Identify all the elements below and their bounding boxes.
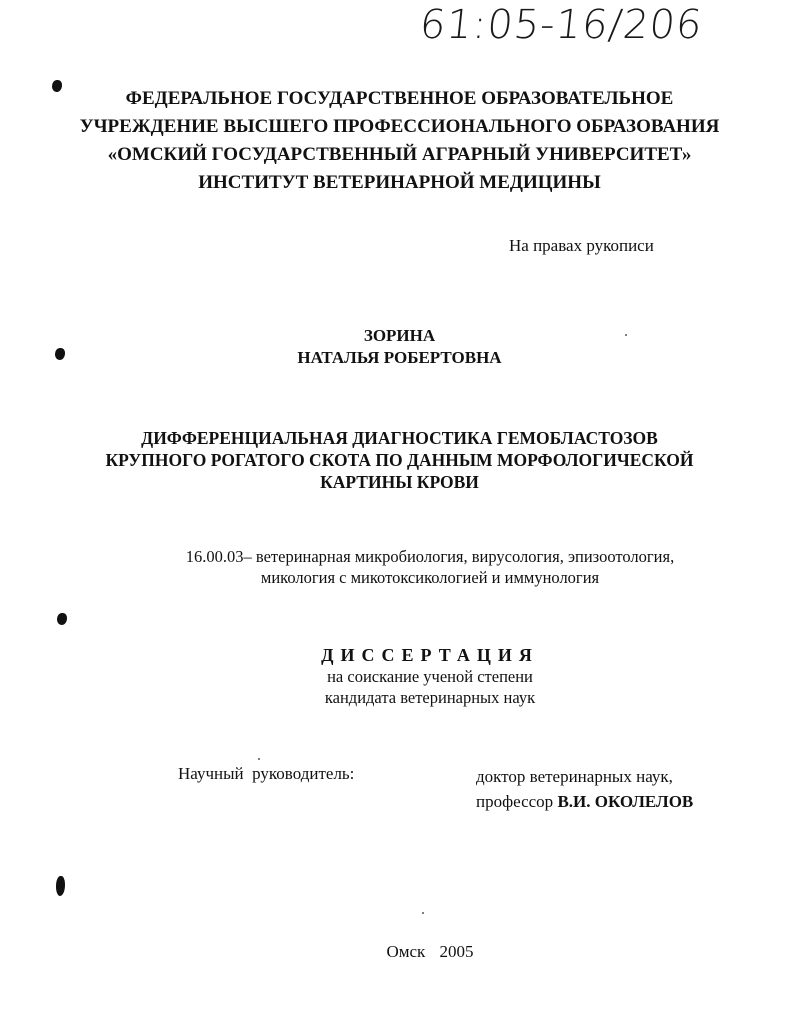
organization-line-4: ИНСТИТУТ ВЕТЕРИНАРНОЙ МЕДИЦИНЫ [198,172,601,193]
supervisor-label: Научный руководитель: [178,764,355,783]
dissertation-line-2: кандидата ветеринарных наук [324,688,536,707]
organization-line-2: УЧРЕЖДЕНИЕ ВЫСШЕГО ПРОФЕССИОНАЛЬНОГО ОБРАЗОВАНИЯ [79,116,720,137]
footer-year: 2005 [439,942,474,961]
binding-hole-mark [56,876,65,896]
dissertation-line-1: на соискание ученой степени [327,667,533,686]
footer-city: Омск [386,942,426,961]
supervisor-block [476,764,693,814]
author-block [0,325,799,369]
thesis-title [0,427,799,493]
supervisor-name: В.И. ОКОЛЕЛОВ [557,792,694,811]
specialty-line-1: 16.00.03– ветеринарная микробиология, вирусология, эпизоотология, [185,547,675,566]
thesis-title-line-1: ДИФФЕРЕНЦИАЛЬНАЯ ДИАГНОСТИКА ГЕМОБЛАСТОЗОВ [141,428,658,448]
handwritten-catalog-number: 61:05-16/206 [417,2,705,48]
thesis-title-line-3: КАРТИНЫ КРОВИ [320,472,479,492]
author-name: НАТАЛЬЯ РОБЕРТОВНА [297,348,502,367]
rights-note: На правах рукописи [509,236,654,255]
thesis-title-line-2: КРУПНОГО РОГАТОГО СКОТА ПО ДАННЫМ МОРФОЛОГИЧЕСКОЙ [105,450,694,470]
author-surname: ЗОРИНА [363,326,436,345]
organization-line-1: ФЕДЕРАЛЬНОЕ ГОСУДАРСТВЕННОЕ ОБРАЗОВАТЕЛЬНОЕ [125,88,674,109]
footer-city-year [0,942,799,962]
scan-speck [422,912,424,914]
dissertation-heading: ДИССЕРТАЦИЯ [321,645,539,665]
specialty-line-2: микология с микотоксикологией и иммунология [260,568,600,587]
supervisor-title: профессор [476,792,554,811]
organization-block [0,85,799,197]
binding-hole-mark [57,613,67,625]
scan-speck [258,758,260,760]
dissertation-block [0,645,799,708]
organization-line-3: «ОМСКИЙ ГОСУДАРСТВЕННЫЙ АГРАРНЫЙ УНИВЕРСИТЕТ» [107,144,692,165]
specialty-block [0,546,799,588]
supervisor-degree: доктор ветеринарных наук, [476,767,673,786]
supervisor-title-name [476,789,693,814]
